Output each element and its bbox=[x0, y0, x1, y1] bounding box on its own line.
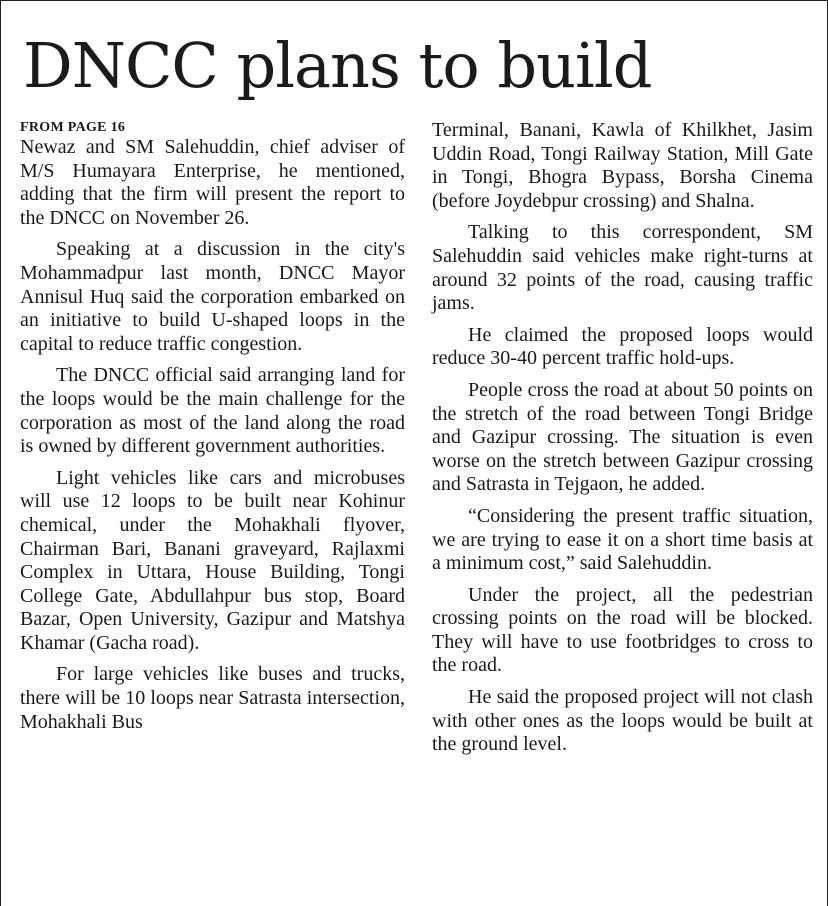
paragraph: He claimed the proposed loops would reduce 30-40 percent traffic hold-ups. bbox=[432, 323, 813, 370]
paragraph: People cross the road at about 50 points on the stretch of the road between Tongi Bridge and Gazipur crossing. The situation is even worse on the stretch between Gazipur crossing and Satrasta in Tejgaon, he added. bbox=[432, 378, 813, 496]
article-column-right bbox=[432, 119, 813, 765]
paragraph: Speaking at a discussion in the city's Mohammadpur last month, DNCC Mayor Annisul Huq said the corporation embarked on an initiative to build U-shaped loops in the capital to reduce traffic congestion. bbox=[20, 238, 405, 355]
paragraph: Talking to this correspondent, SM Salehuddin said vehicles make right-turns at around 32 points of the road, causing traffic jams. bbox=[432, 221, 813, 315]
paragraph-continued: Terminal, Banani, Kawla of Khilkhet, Jasim Uddin Road, Tongi Railway Station, Mill Gate in Tongi, Bhogra Bypass, Borsha Cinema (before Joydebpur crossing) and Shalna. bbox=[432, 119, 813, 212]
continuation-kicker: FROM PAGE 16 bbox=[20, 120, 126, 135]
paragraph: For large vehicles like buses and trucks, there will be 10 loops near Satrasta intersection, Mohakhali Bus bbox=[20, 663, 405, 733]
paragraph: “Considering the present traffic situation, we are trying to ease it on a short time basis at a minimum cost,” said Salehuddin. bbox=[432, 504, 813, 575]
headline: DNCC plans to build bbox=[23, 29, 652, 102]
article-column-left bbox=[20, 119, 405, 742]
paragraph: Newaz and SM Salehuddin, chief adviser of M/S Humayara Enterprise, he mentioned, adding that the firm will present the report to the DNCC on November 26. bbox=[20, 136, 405, 229]
paragraph: Light vehicles like cars and microbuses will use 12 loops to be built near Kohinur chemical, under the Mohakhali flyover, Chairman Bari, Banani graveyard, Rajlaxmi Complex in Uttara, House Building, Tongi College Gate, Abdullahpur bus stop, Board Bazar, Open University, Gazipur and Matshya Khamar (Gacha road). bbox=[20, 466, 405, 654]
paragraph: He said the proposed project will not clash with other ones as the loops would be built at the ground level. bbox=[432, 686, 813, 756]
paragraph: The DNCC official said arranging land for the loops would be the main challenge for the corporation as most of the land along the road is owned by different government authorities. bbox=[20, 364, 405, 458]
paragraph: Under the project, all the pedestrian crossing points on the road will be blocked. They will have to use footbridges to cross to the road. bbox=[432, 583, 813, 677]
